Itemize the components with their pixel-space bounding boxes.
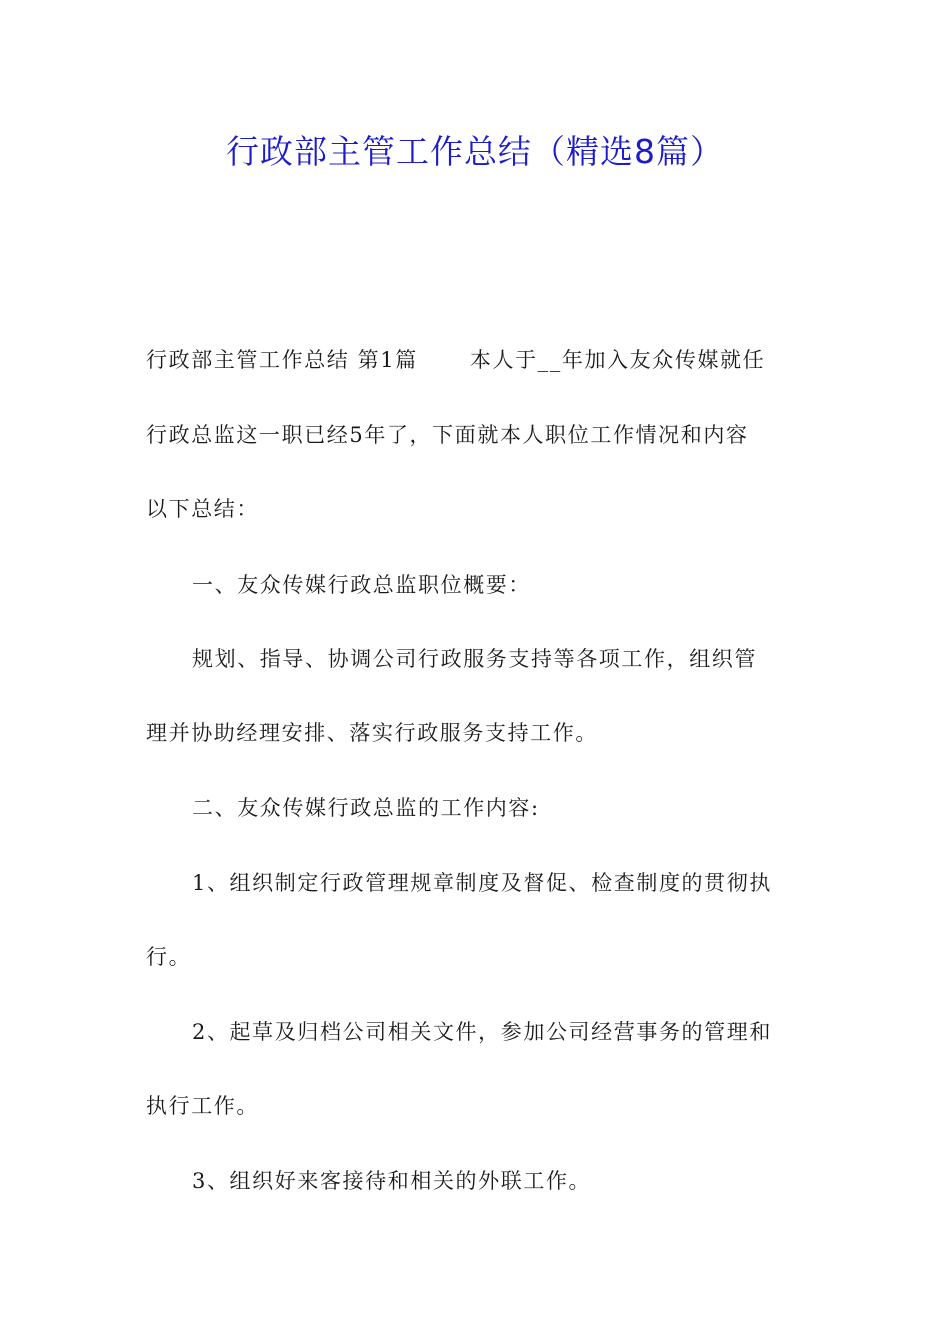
paragraph-line: 行政总监这一职已经5年了，下面就本人职位工作情况和内容 xyxy=(146,423,749,447)
list-item: 2、起草及归档公司相关文件，参加公司经营事务的管理和 xyxy=(192,1020,772,1044)
paragraph-text: 本人于__年加入友众传媒就任 xyxy=(469,348,766,372)
paragraph-line xyxy=(146,345,765,375)
paragraph-line: 规划、指导、协调公司行政服务支持等各项工作，组织管 xyxy=(192,647,757,671)
paragraph-line: 理并协助经理安排、落实行政服务支持工作。 xyxy=(146,721,598,745)
document-title: 行政部主管工作总结（精选8篇） xyxy=(226,132,724,171)
paragraph-line: 行。 xyxy=(146,945,192,969)
subsection-heading: 二、友众传媒行政总监的工作内容: xyxy=(192,796,540,820)
subsection-heading: 一、友众传媒行政总监职位概要： xyxy=(192,573,531,597)
paragraph-line: 以下总结： xyxy=(146,497,259,521)
paragraph-line: 执行工作。 xyxy=(146,1094,259,1118)
list-item: 1、组织制定行政管理规章制度及督促、检查制度的贯彻执 xyxy=(192,871,772,895)
list-item: 3、组织好来客接待和相关的外联工作。 xyxy=(192,1169,592,1193)
section-heading: 行政部主管工作总结 第1篇 xyxy=(146,348,418,372)
